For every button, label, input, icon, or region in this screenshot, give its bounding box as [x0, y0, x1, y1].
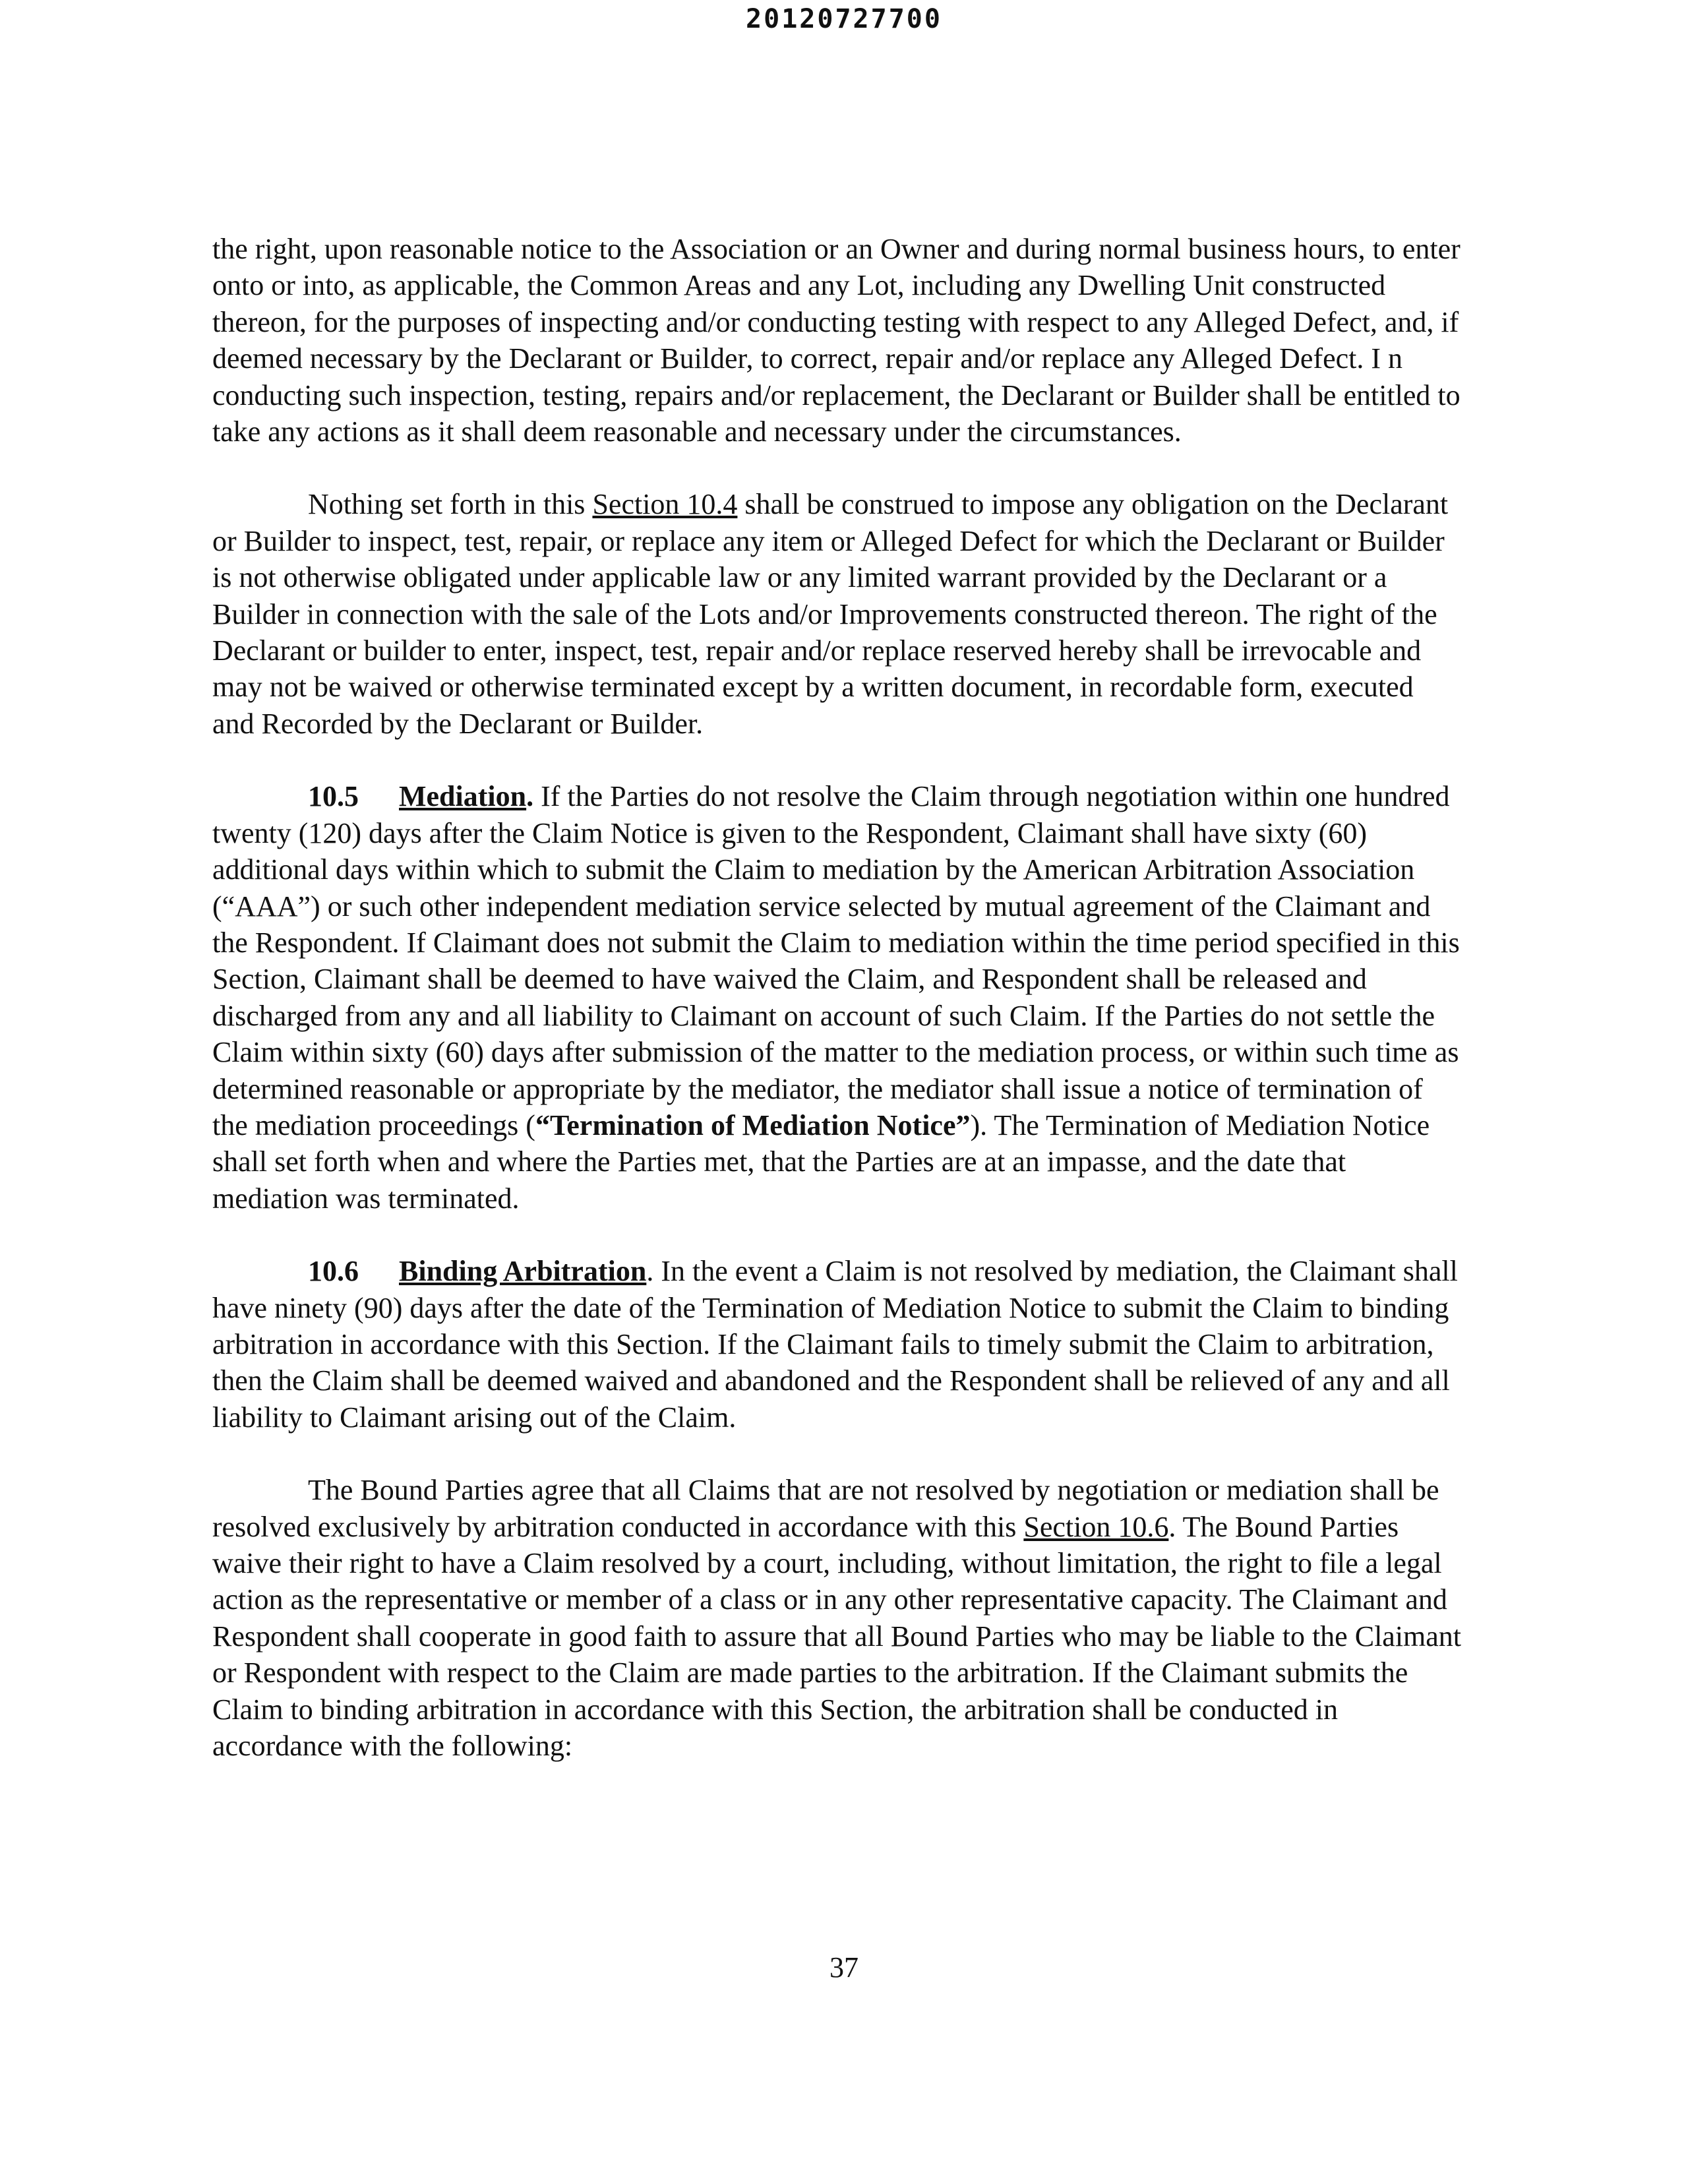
- section-number: 10.5: [308, 780, 359, 813]
- defined-term: “Termination of Mediation Notice”: [535, 1108, 971, 1141]
- paragraph-no-obligation: [212, 486, 1462, 742]
- paragraph-text: The Bound Parties agree that all Claims that are not resolved by negotiation or mediation shall be resolved exclusively by arbitration conducted in accordance with this: [212, 1474, 1439, 1543]
- section-title: Binding Arbitration: [399, 1255, 647, 1288]
- paragraph-bound-parties: [212, 1472, 1462, 1764]
- section-binding-arbitration: [212, 1253, 1462, 1436]
- page-body: [212, 231, 1462, 1800]
- page-number: 37: [829, 1951, 859, 1984]
- section-title: Mediation: [399, 780, 527, 813]
- paragraph-text: In the event a Claim is not resolved by mediation, the Claimant shall have ninety (90) days after the date of the Termination of Mediation Notice to submit the Claim to binding arbitration in accordance with this Section. If the Claimant fails to timely submit the Claim to arbitration, then the Claim shall be deemed waived and abandoned and the Respondent shall be relieved of any and all liability to Claimant arising out of the Claim.: [212, 1255, 1458, 1434]
- section-reference: Section 10.4: [592, 488, 738, 521]
- section-title-punct: .: [646, 1255, 654, 1288]
- paragraph-text: ). The Termination of Mediation Notice shall set forth when and where the Parties met, that the Parties are at an impasse, and the date that mediation was terminated.: [212, 1108, 1430, 1215]
- section-title-punct: .: [526, 780, 534, 813]
- paragraph-text: . The Bound Parties waive their right to have a Claim resolved by a court, including, without limitation, the right to file a legal action as the representative or member of a class or in any other representative capacity. The Claimant and Respondent shall cooperate in good faith to assure that all Bound Parties who may be liable to the Claimant or Respondent with respect to the Claim are made parties to the arbitration. If the Claimant submits the Claim to binding arbitration in accordance with this Section, the arbitration shall be conducted in accordance with the following:: [212, 1510, 1462, 1763]
- paragraph-text: If the Parties do not resolve the Claim through negotiation within one hundred twenty (120) days after the Claim Notice is given to the Respondent, Claimant shall have sixty (60) additional days within which to submit the Claim to mediation by the American Arbitration Association (“AAA”) or such other independent mediation service selected by mutual agreement of the Claimant and the Respondent. If Claimant does not submit the Claim to mediation within the time period specified in this Section, Claimant shall be deemed to have waived the Claim, and Respondent shall be released and discharged from any and all liability to Claimant on account of such Claim. If the Parties do not settle the Claim within sixty (60) days after submission of the matter to the mediation process, or within such time as determined reasonable or appropriate by the mediator, the mediator shall issue a notice of termination of the mediation proceedings (: [212, 780, 1460, 1141]
- section-reference: Section 10.6: [1023, 1510, 1169, 1543]
- paragraph-text: Nothing set forth in this: [308, 488, 593, 521]
- paragraph-right-of-entry: [212, 231, 1462, 450]
- paragraph-text: shall be construed to impose any obligation on the Declarant or Builder to inspect, test, repair, or replace any item or Alleged Defect for which the Declarant or Builder is not otherwise obligated under applicable law or any limited warrant provided by the Declarant or a Builder in connection with the sale of the Lots and/or Improvements constructed thereon. The right of the Declarant or builder to enter, inspect, test, repair and/or replace reserved hereby shall be irrevocable and may not be waived or otherwise terminated except by a written document, in recordable form, executed and Recorded by the Declarant or Builder.: [212, 488, 1449, 740]
- document-number: 20120727700: [746, 4, 942, 34]
- paragraph-text: the right, upon reasonable notice to the Association or an Owner and during normal business hours, to enter onto or into, as applicable, the Common Areas and any Lot, including any Dwelling Unit constructed thereon, for the purposes of inspecting and/or conducting testing with respect to any Alleged Defect, and, if deemed necessary by the Declarant or Builder, to correct, repair and/or replace any Alleged Defect. I n conducting such inspection, testing, repairs and/or replacement, the Declarant or Builder shall be entitled to take any actions as it shall deem reasonable and necessary under the circumstances.: [212, 233, 1461, 448]
- section-number: 10.6: [308, 1255, 359, 1288]
- section-mediation: [212, 778, 1462, 1217]
